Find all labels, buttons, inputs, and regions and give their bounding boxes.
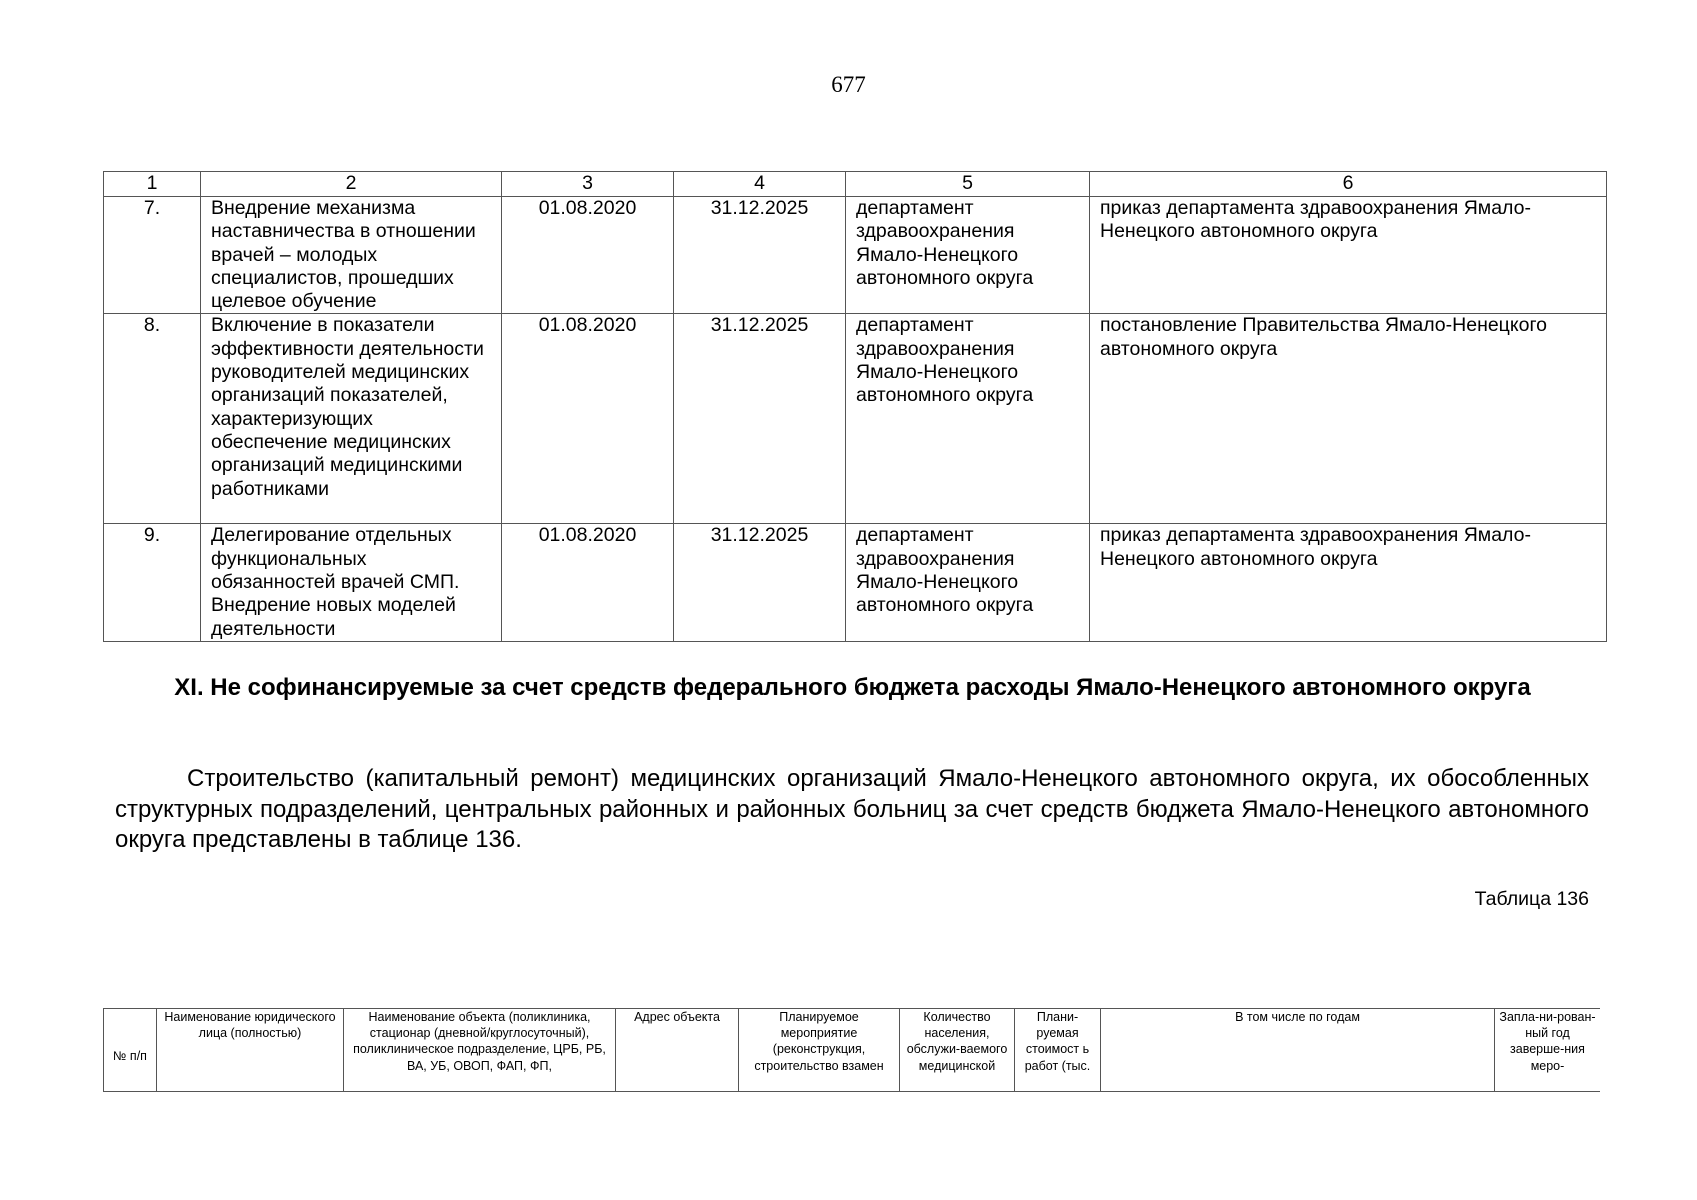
row-number: 8. (104, 314, 201, 524)
expected-result: приказ департамента здравоохранения Ямало-Ненецкого автономного округа (1090, 524, 1607, 641)
measure-name: Внедрение механизма наставничества в отношении врачей – молодых специалистов, прошедших целевое обучение (201, 197, 502, 314)
body-paragraph: Строительство (капитальный ремонт) медицинских организаций Ямало-Ненецкого автономного округа, их обособленных структурных подразделений, центральных районных и районных больниц за счет средств бюджета Ямало-Ненецкого автономного округа представлены в таблице 136. (115, 765, 1589, 853)
column-number-row (104, 172, 1607, 197)
column-number: 6 (1090, 172, 1607, 197)
column-number: 2 (201, 172, 502, 197)
header-cell-legal-entity: Наименование юридического лица (полностью) (157, 1009, 344, 1093)
column-number: 3 (502, 172, 674, 197)
column-number: 4 (674, 172, 846, 197)
start-date: 01.08.2020 (502, 197, 674, 314)
responsible-executor: департамент здравоохранения Ямало-Ненецкого автономного округа (846, 314, 1090, 524)
expected-result: постановление Правительства Ямало-Ненецкого автономного округа (1090, 314, 1607, 524)
table-row (104, 197, 1607, 314)
header-cell-planned-cost: Плани-руемая стоимост ь работ (тыс. (1015, 1009, 1101, 1093)
header-cell-number: № п/п (104, 1009, 157, 1093)
start-date: 01.08.2020 (502, 524, 674, 641)
end-date: 31.12.2025 (674, 314, 846, 524)
table-caption: Таблица 136 (1474, 888, 1589, 910)
responsible-executor: департамент здравоохранения Ямало-Ненецкого автономного округа (846, 197, 1090, 314)
responsible-executor: департамент здравоохранения Ямало-Ненецкого автономного округа (846, 524, 1090, 641)
table-row (104, 524, 1607, 641)
measure-name: Делегирование отдельных функциональных обязанностей врачей СМП. Внедрение новых моделей деятельности (201, 524, 502, 641)
measure-name: Включение в показатели эффективности деятельности руководителей медицинских организаций показателей, характеризующих обеспечение медицинских организаций медицинскими работниками (201, 314, 502, 524)
measures-table (103, 171, 1607, 642)
row-number: 7. (104, 197, 201, 314)
header-cell-population: Количество населения, обслужи-ваемого медицинской (900, 1009, 1015, 1093)
header-cell-object-name: Наименование объекта (поликлиника, стационар (дневной/круглосуточный), поликлиническое подразделение, ЦРБ, РБ, ВА, УБ, ОВОП, ФАП, ФП, (344, 1009, 616, 1093)
row-number: 9. (104, 524, 201, 641)
construction-table (103, 1008, 1600, 1092)
header-cell-by-years: В том числе по годам (1101, 1009, 1495, 1093)
expected-result: приказ департамента здравоохранения Ямало-Ненецкого автономного округа (1090, 197, 1607, 314)
table-row (104, 314, 1607, 524)
start-date: 01.08.2020 (502, 314, 674, 524)
header-cell-completion-year: Запла-ни-рован-ный год заверше-ния меро- (1495, 1009, 1601, 1093)
end-date: 31.12.2025 (674, 524, 846, 641)
column-number: 1 (104, 172, 201, 197)
construction-table-clip (103, 1008, 1600, 1092)
page-number: 677 (831, 72, 866, 97)
header-row (104, 1009, 1601, 1093)
end-date: 31.12.2025 (674, 197, 846, 314)
header-cell-address: Адрес объекта (616, 1009, 739, 1093)
column-number: 5 (846, 172, 1090, 197)
section-title: XI. Не софинансируемые за счет средств федерального бюджета расходы Ямало-Ненецкого автономного округа (174, 674, 1531, 701)
header-cell-planned-measure: Планируемое мероприятие (реконструкция, строительство взамен (739, 1009, 900, 1093)
